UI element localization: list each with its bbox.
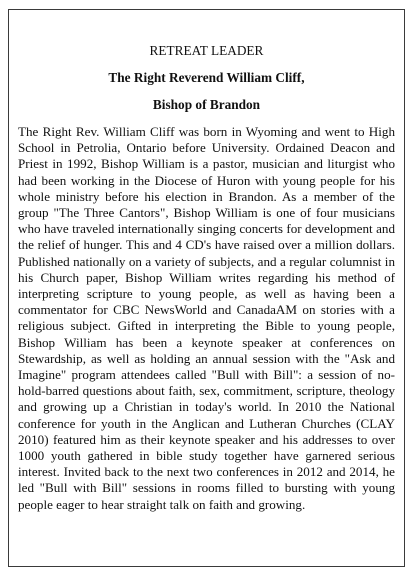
section-heading: RETREAT LEADER (149, 43, 264, 58)
leader-title: Bishop of Brandon (152, 97, 261, 112)
biography-text: The Right Rev. William Cliff was born in Wyoming and went to High School in Petrolia, Ontario before University. Ordained Deacon and Priest in 1992, Bishop William is a pastor, musician and liturgist who had been working in the Diocese of Huron with young people for his whole ministry before his election in Brandon. As a member of the group "The Three Cantors", Bishop William is one of four musicians who have traveled internationally singing concerts for development and the relief of hunger. This and 4 CD's have raised over a million dollars. Published nationally on a variety of subjects, and a regular columnist in his Church paper, Bishop William writes regarding his method of interpreting scripture to young people, as well as having been a commentator for CBC NewsWorld and CanadaAM on stories with a religious subject. Gifted in interpreting the Bible to young people, Bishop William has been a keynote speaker at conferences on Stewardship, as well as holding an annual session with the "Ask and Imagine" program attendees called "Bull with Bill": a session of no-hold-barred questions about faith, sex, commitment, scripture, theology and growing up a Christian in today's world. In 2010 the National conference for youth in the Anglican and Lutheran Churches (CLAY 2010) featured him as their keynote speaker and his addresses to over 1000 youth gathered in bible study together have garnered serious interest. Invited back to the next two conferences in 2012 and 2014, he led "Bull with Bill" sessions in rooms filled to bursting with young people eager to hear straight talk on faith and growing. (18, 124, 395, 512)
leader-name: The Right Reverend William Cliff, (108, 70, 305, 85)
